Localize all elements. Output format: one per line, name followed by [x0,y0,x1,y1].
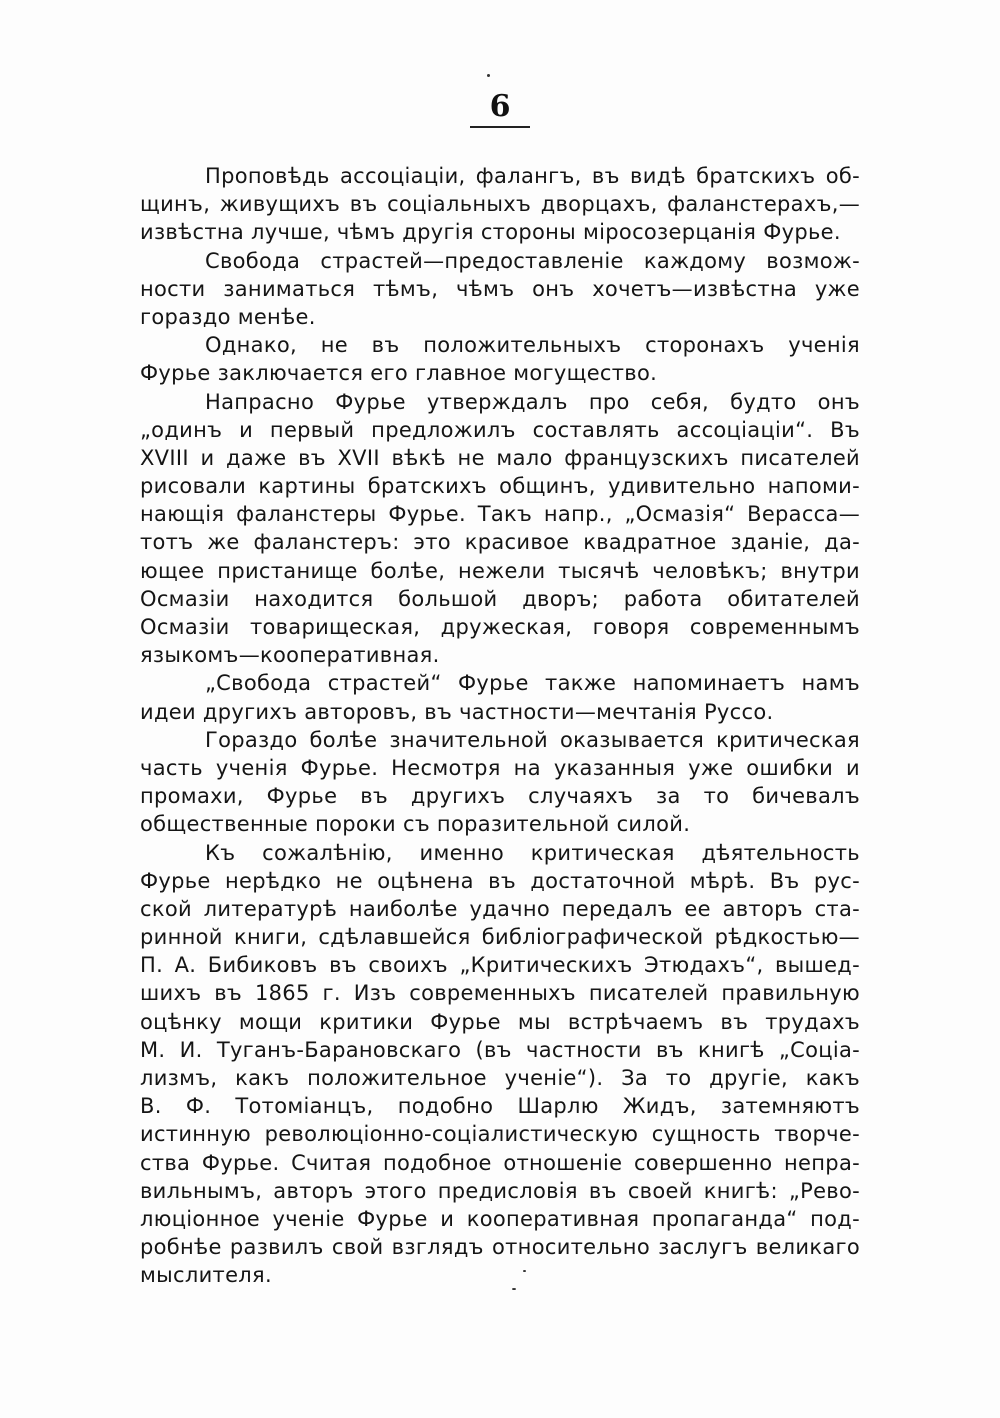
text-line: мыслителя. [140,1263,272,1288]
text-line: Проповѣдь ассоціаціи, фалангъ, въ видѣ братскихъ об- [205,164,860,188]
text-line: Напрасно Фурье утверждалъ про себя, будто онъ [205,389,860,414]
page-number-underline [470,126,530,128]
text-line: лизмъ, какъ положительное ученіе“). За то другіе, какъ [140,1066,860,1090]
text-line: ности заниматься тѣмъ, чѣмъ онъ хочетъ—извѣстна уже [140,276,860,301]
text-line: Гораздо болѣе значительной оказывается критическая [205,727,860,752]
text-line: промахи, Фурье въ другихъ случаяхъ за то бичевалъ [140,784,860,809]
text-line: вильнымъ, авторъ этого предисловія въ своей книгѣ: „Рево- [140,1178,860,1203]
text-line: ства Фурье. Считая подобное отношеніе совершенно непра- [140,1150,860,1175]
text-line: извѣстна лучше, чѣмъ другія стороны міросозерцанія Фурье. [140,220,841,245]
text-line: Осмазіи находится большой дворъ; работа обитателей [140,586,860,611]
text-line: рисовали картины братскихъ общинъ, удивительно напоми- [140,474,860,499]
text-line: оцѣнку мощи критики Фурье мы встрѣчаемъ въ трудахъ [140,1009,860,1034]
text-line: Фурье нерѣдко не оцѣнена въ достаточной мѣрѣ. Въ рус- [140,868,860,893]
text-line: Къ сожалѣнію, именно критическая дѣятельность [205,840,860,865]
text-line: „Свобода страстей“ Фурье также напоминаетъ намъ [205,671,860,696]
text-line: нающія фаланстеры Фурье. Такъ напр., „Осмазія“ Верасса— [140,502,860,527]
print-speck [512,1288,516,1290]
text-line: языкомъ—кооперативная. [140,643,440,668]
print-speck [523,1270,526,1272]
text-line: ской литературѣ наиболѣе удачно передалъ ее авторъ ста- [140,896,860,921]
text-line: П. А. Бибиковъ въ своихъ „Критическихъ Этюдахъ“, вышед- [140,953,860,978]
text-line: ющее пристанище болѣе, нежели тысячѣ человѣкъ; внутри [140,558,860,583]
text-line: часть ученія Фурье. Несмотря на указанныя уже ошибки и [140,755,860,780]
text-line: Однако, не въ положительныхъ сторонахъ ученія [205,333,860,358]
text-line: робнѣе развилъ свой взглядъ относительно заслугъ великаго [140,1235,860,1260]
text-line: Осмазіи товарищеская, дружеская, говоря современнымъ [140,615,860,639]
text-line: Свобода страстей—предоставленіе каждому возмож- [205,248,860,273]
text-line: ринной книги, сдѣлавшейся библіографической рѣдкостью— [140,925,860,950]
text-line: „одинъ и первый предложилъ составлять ассоціаціи“. Въ [140,417,860,442]
text-line: М. И. Туганъ-Барановскаго (въ частности въ книгѣ „Соціа- [140,1037,860,1062]
text-line: шихъ въ 1865 г. Изъ современныхъ писателей правильную [140,981,860,1006]
text-line: XVIII и даже въ XVII вѣкѣ не мало французскихъ писателей [140,445,860,470]
text-line: общественные пороки съ поразительной силой. [140,812,691,837]
text-line: щинъ, живущихъ въ соціальныхъ дворцахъ, фаланстерахъ,— [140,192,860,217]
body-text [140,162,860,1290]
print-speck [487,74,490,77]
text-line: истинную революціонно-соціалистическую сущность творче- [140,1122,860,1147]
text-line: гораздо менѣе. [140,304,316,329]
text-line: В. Ф. Тотоміанцъ, подобно Шарлю Жидъ, затемняютъ [140,1094,860,1119]
text-line: люціонное ученіе Фурье и кооперативная пропаганда“ под- [140,1206,860,1231]
text-line: тотъ же фаланстеръ: это красивое квадратное зданіе, да- [140,530,860,555]
page-number: 6 [489,89,511,124]
text-line: Фурье заключается его главное могущество. [140,361,658,386]
text-line: идеи другихъ авторовъ, въ частности—мечтанія Руссо. [140,699,774,724]
